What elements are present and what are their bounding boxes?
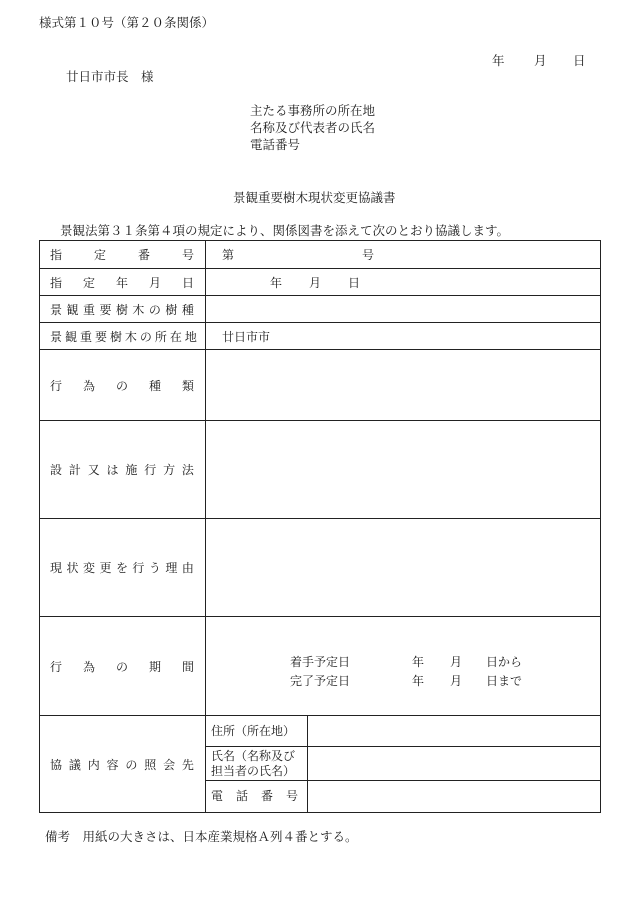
applicant-office-address-label: 主たる事務所の所在地 [250,103,376,118]
document-title: 景観重要樹木現状変更協議書 [233,190,396,205]
contact-name-field[interactable] [308,747,601,781]
row-tree-species [40,296,601,323]
start-date-label: 着手予定日 [290,655,351,669]
action-type-label: 行 為 の 種 類 [40,350,206,421]
change-reason-label: 現 状 変 更 を 行 う 理 由 [40,519,206,617]
end-month-label: 月 [450,674,463,688]
applicant-phone-label: 電話番号 [250,137,301,152]
design-method-label: 設 計 又 は 施 行 方 法 [40,421,206,519]
end-date-label: 完了予定日 [290,674,351,688]
designation-number-label: 指 定 番 号 [40,241,206,269]
row-action-type [40,350,601,421]
designation-date-field[interactable]: 年 月 日 [206,269,601,296]
contact-name-label: 氏名（名称及び 担当者の氏名） [206,747,308,781]
form-number: 様式第１０号（第２０条関係） [39,15,215,30]
contact-address-label: 住所（所在地） [206,716,308,747]
tree-location-field[interactable]: 廿日市市 [206,323,601,350]
date-day-label: 日 [573,53,586,68]
design-method-field[interactable] [206,421,601,519]
row-tree-location [40,323,601,350]
tree-location-label: 景 観 重 要 樹 木 の 所 在 地 [40,323,206,350]
date-year-label: 年 [492,53,505,68]
start-month-label: 月 [450,655,463,669]
row-change-reason [40,519,601,617]
end-year-label: 年 [412,674,425,688]
applicant-name-label: 名称及び代表者の氏名 [250,120,376,135]
action-period-field[interactable] [206,617,601,716]
row-design-method [40,421,601,519]
designation-date-label: 指 定 年 月 日 [40,269,206,296]
end-day-label: 日まで [486,674,523,688]
tree-species-label: 景 観 重 要 樹 木 の 樹 種 [40,296,206,323]
start-day-label: 日から [486,655,523,669]
row-designation-date [40,269,601,296]
change-reason-field[interactable] [206,519,601,617]
intro-text: 景観法第３１条第４項の規定により、関係図書を添えて次のとおり協議します。 [60,223,510,238]
row-action-period [40,617,601,716]
consultation-form-table [39,240,601,813]
contact-label: 協 議 内 容 の 照 会 先 [40,716,206,813]
action-type-field[interactable] [206,350,601,421]
footnote: 備考 用紙の大きさは、日本産業規格Ａ列４番とする。 [45,829,358,844]
contact-address-field[interactable] [308,716,601,747]
row-contact-address [40,716,601,747]
row-designation-number [40,241,601,269]
addressee: 廿日市市長 様 [66,69,154,84]
designation-number-field[interactable]: 第 号 [206,241,601,269]
date-month-label: 月 [534,53,547,68]
action-period-label: 行 為 の 期 間 [40,617,206,716]
tree-species-field[interactable] [206,296,601,323]
contact-phone-field[interactable] [308,781,601,813]
start-year-label: 年 [412,655,425,669]
contact-phone-label: 電 話 番 号 [206,781,308,813]
